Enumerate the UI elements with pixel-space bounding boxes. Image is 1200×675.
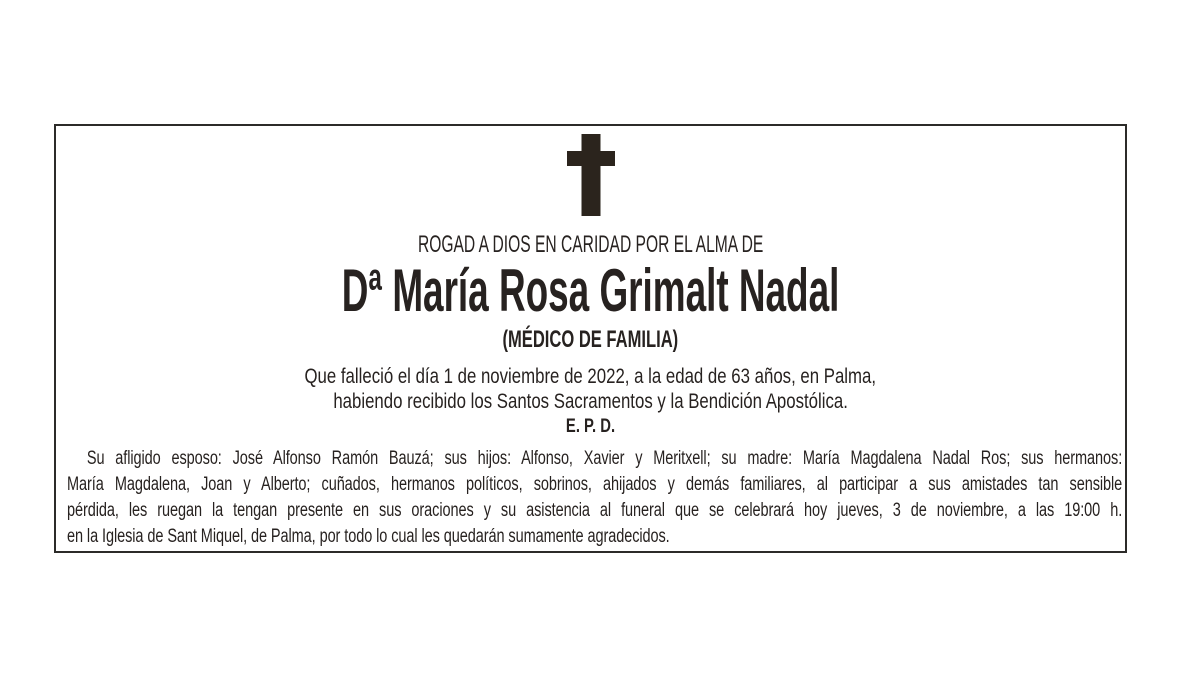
cross-container: [56, 134, 1125, 216]
latin-cross-icon: [567, 134, 615, 216]
family-line-1: Su afligido esposo: José Alfonso Ramón Bauzá; sus hijos: Alfonso, Xavier y Meritxell; su madre: María Magdalena Nadal Ros; sus hermanos:: [86, 448, 1123, 469]
profession-line: (MÉDICO DE FAMILIA): [502, 326, 679, 353]
family-line-4: en la Iglesia de Sant Miquel, de Palma, por todo lo cual les quedarán sumamente agradecidos.: [67, 526, 670, 547]
epd-abbreviation: E. P. D.: [565, 416, 616, 437]
obituary-notice-box: [54, 124, 1127, 553]
deceased-name: Dª María Rosa Grimalt Nadal: [341, 257, 840, 324]
invocation-line: ROGAD A DIOS EN CARIDAD POR EL ALMA DE: [417, 231, 764, 258]
death-details-line-2: habiendo recibido los Santos Sacramentos y la Bendición Apostólica.: [333, 390, 848, 413]
family-line-3: pérdida, les ruegan la tengan presente en sus oraciones y su asistencia al funeral que se celebrará hoy jueves, 3 de noviembre, a las 19:00 h.: [67, 500, 1123, 521]
family-paragraph: [67, 446, 1122, 550]
death-details-line-1: Que falleció el día 1 de noviembre de 2022, a la edad de 63 años, en Palma,: [304, 365, 877, 388]
family-line-2: María Magdalena, Joan y Alberto; cuñados, hermanos políticos, sobrinos, ahijados y demás familiares, al participar a sus amistades tan sensible: [67, 474, 1123, 495]
